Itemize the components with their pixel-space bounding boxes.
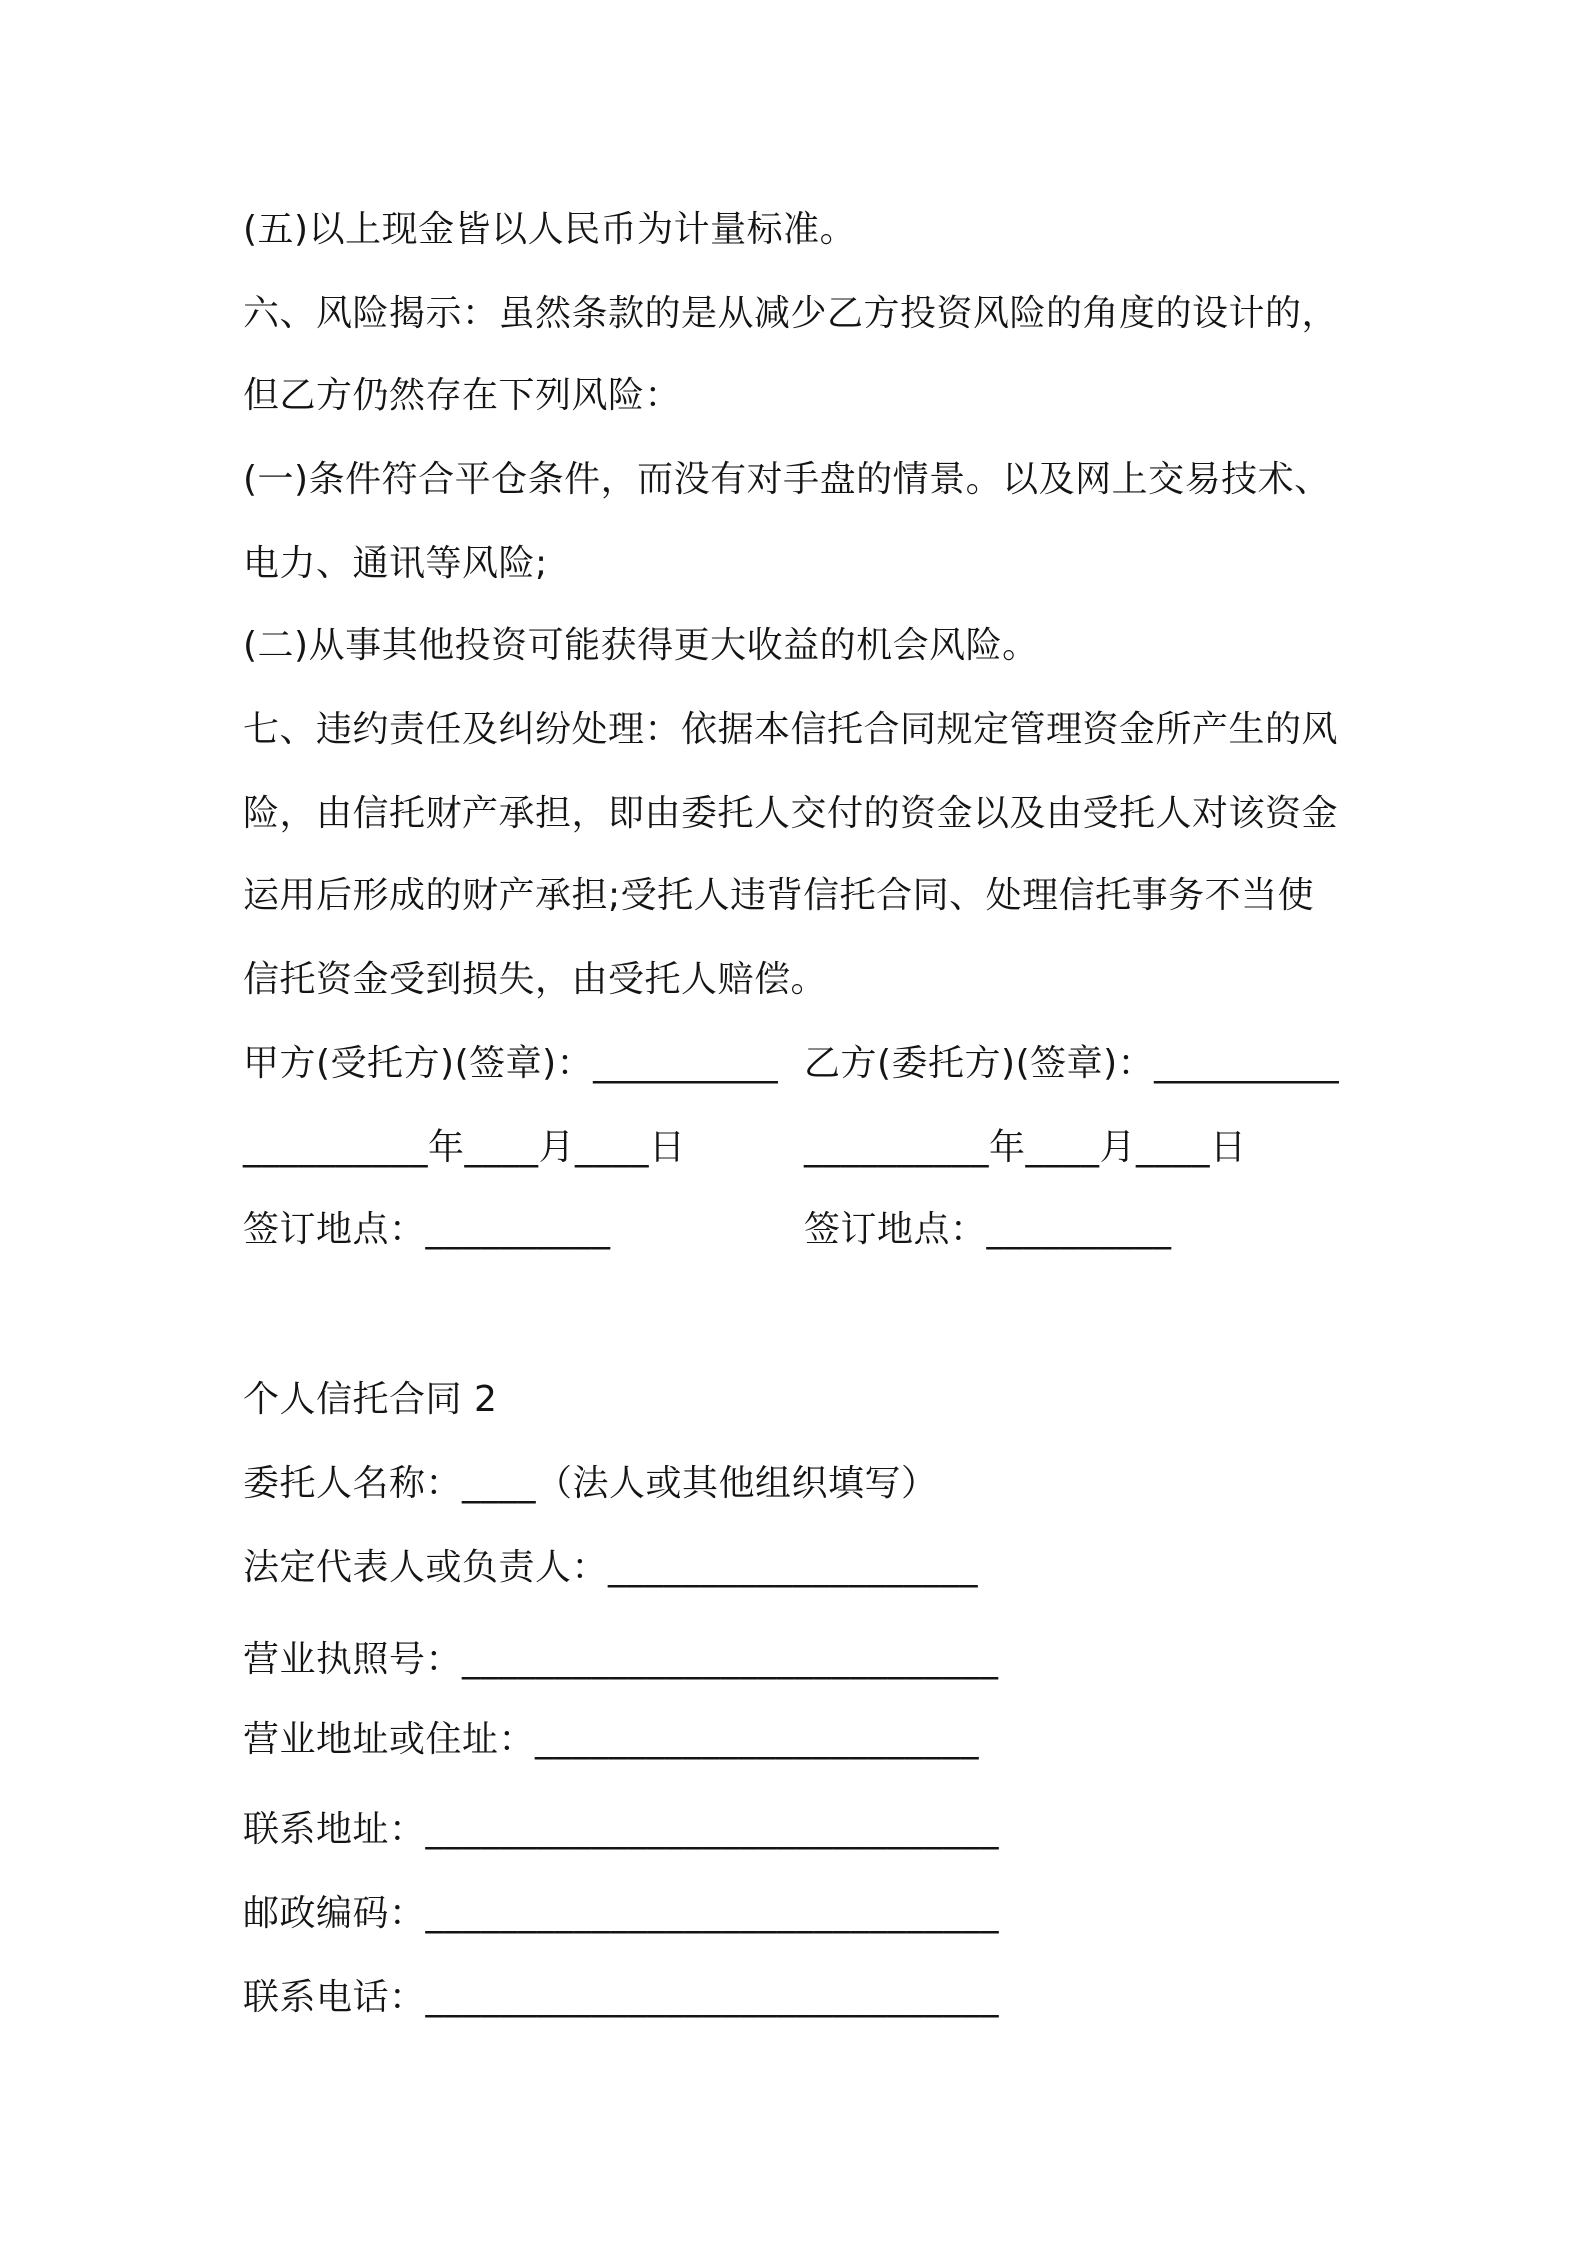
clause-7-line3: 运用后形成的财产承担;受托人违背信托合同、处理信托事务不当使 bbox=[243, 875, 1315, 916]
contact-address-field: 联系地址：_______________________________ bbox=[243, 1809, 1000, 1850]
party-b-place: 签订地点：__________ bbox=[804, 1209, 1172, 1250]
risk-item-1-line2: 电力、通讯等风险; bbox=[243, 543, 548, 584]
party-a-place: 签订地点：__________ bbox=[243, 1209, 611, 1250]
party-b-date: __________年____月____日 bbox=[804, 1127, 1247, 1168]
risk-item-1-line1: (一)条件符合平仓条件，而没有对手盘的情景。以及网上交易技术、 bbox=[243, 459, 1331, 500]
risk-item-2: (二)从事其他投资可能获得更大收益的机会风险。 bbox=[243, 625, 1039, 666]
clause-7-line1: 七、违约责任及纠纷处理：依据本信托合同规定管理资金所产生的风 bbox=[243, 709, 1339, 750]
contract-2-title: 个人信托合同 2 bbox=[243, 1379, 498, 1420]
clause-7-line4: 信托资金受到损失，由受托人赔偿。 bbox=[243, 959, 828, 1000]
client-name-field: 委托人名称：____（法人或其他组织填写） bbox=[243, 1463, 938, 1504]
business-address-field: 营业地址或住址：________________________ bbox=[243, 1719, 980, 1760]
license-number-field: 营业执照号：_____________________________ bbox=[243, 1639, 999, 1680]
clause-6-risk-line2: 但乙方仍然存在下列风险： bbox=[243, 375, 682, 416]
party-b-signature: 乙方(委托方)(签章)：__________ bbox=[804, 1043, 1340, 1084]
legal-rep-field: 法定代表人或负责人：____________________ bbox=[243, 1547, 979, 1588]
clause-7-line2: 险，由信托财产承担，即由委托人交付的资金以及由受托人对该资金 bbox=[243, 793, 1339, 834]
party-a-date: __________年____月____日 bbox=[243, 1127, 686, 1168]
clause-6-risk-line1: 六、风险揭示：虽然条款的是从减少乙方投资风险的角度的设计的， bbox=[243, 293, 1339, 334]
clause-5-currency: (五)以上现金皆以人民币为计量标准。 bbox=[243, 209, 857, 250]
party-a-signature: 甲方(受托方)(签章)：__________ bbox=[243, 1043, 779, 1084]
phone-field: 联系电话：_______________________________ bbox=[243, 1977, 1000, 2018]
postal-code-field: 邮政编码：_______________________________ bbox=[243, 1893, 1000, 1934]
